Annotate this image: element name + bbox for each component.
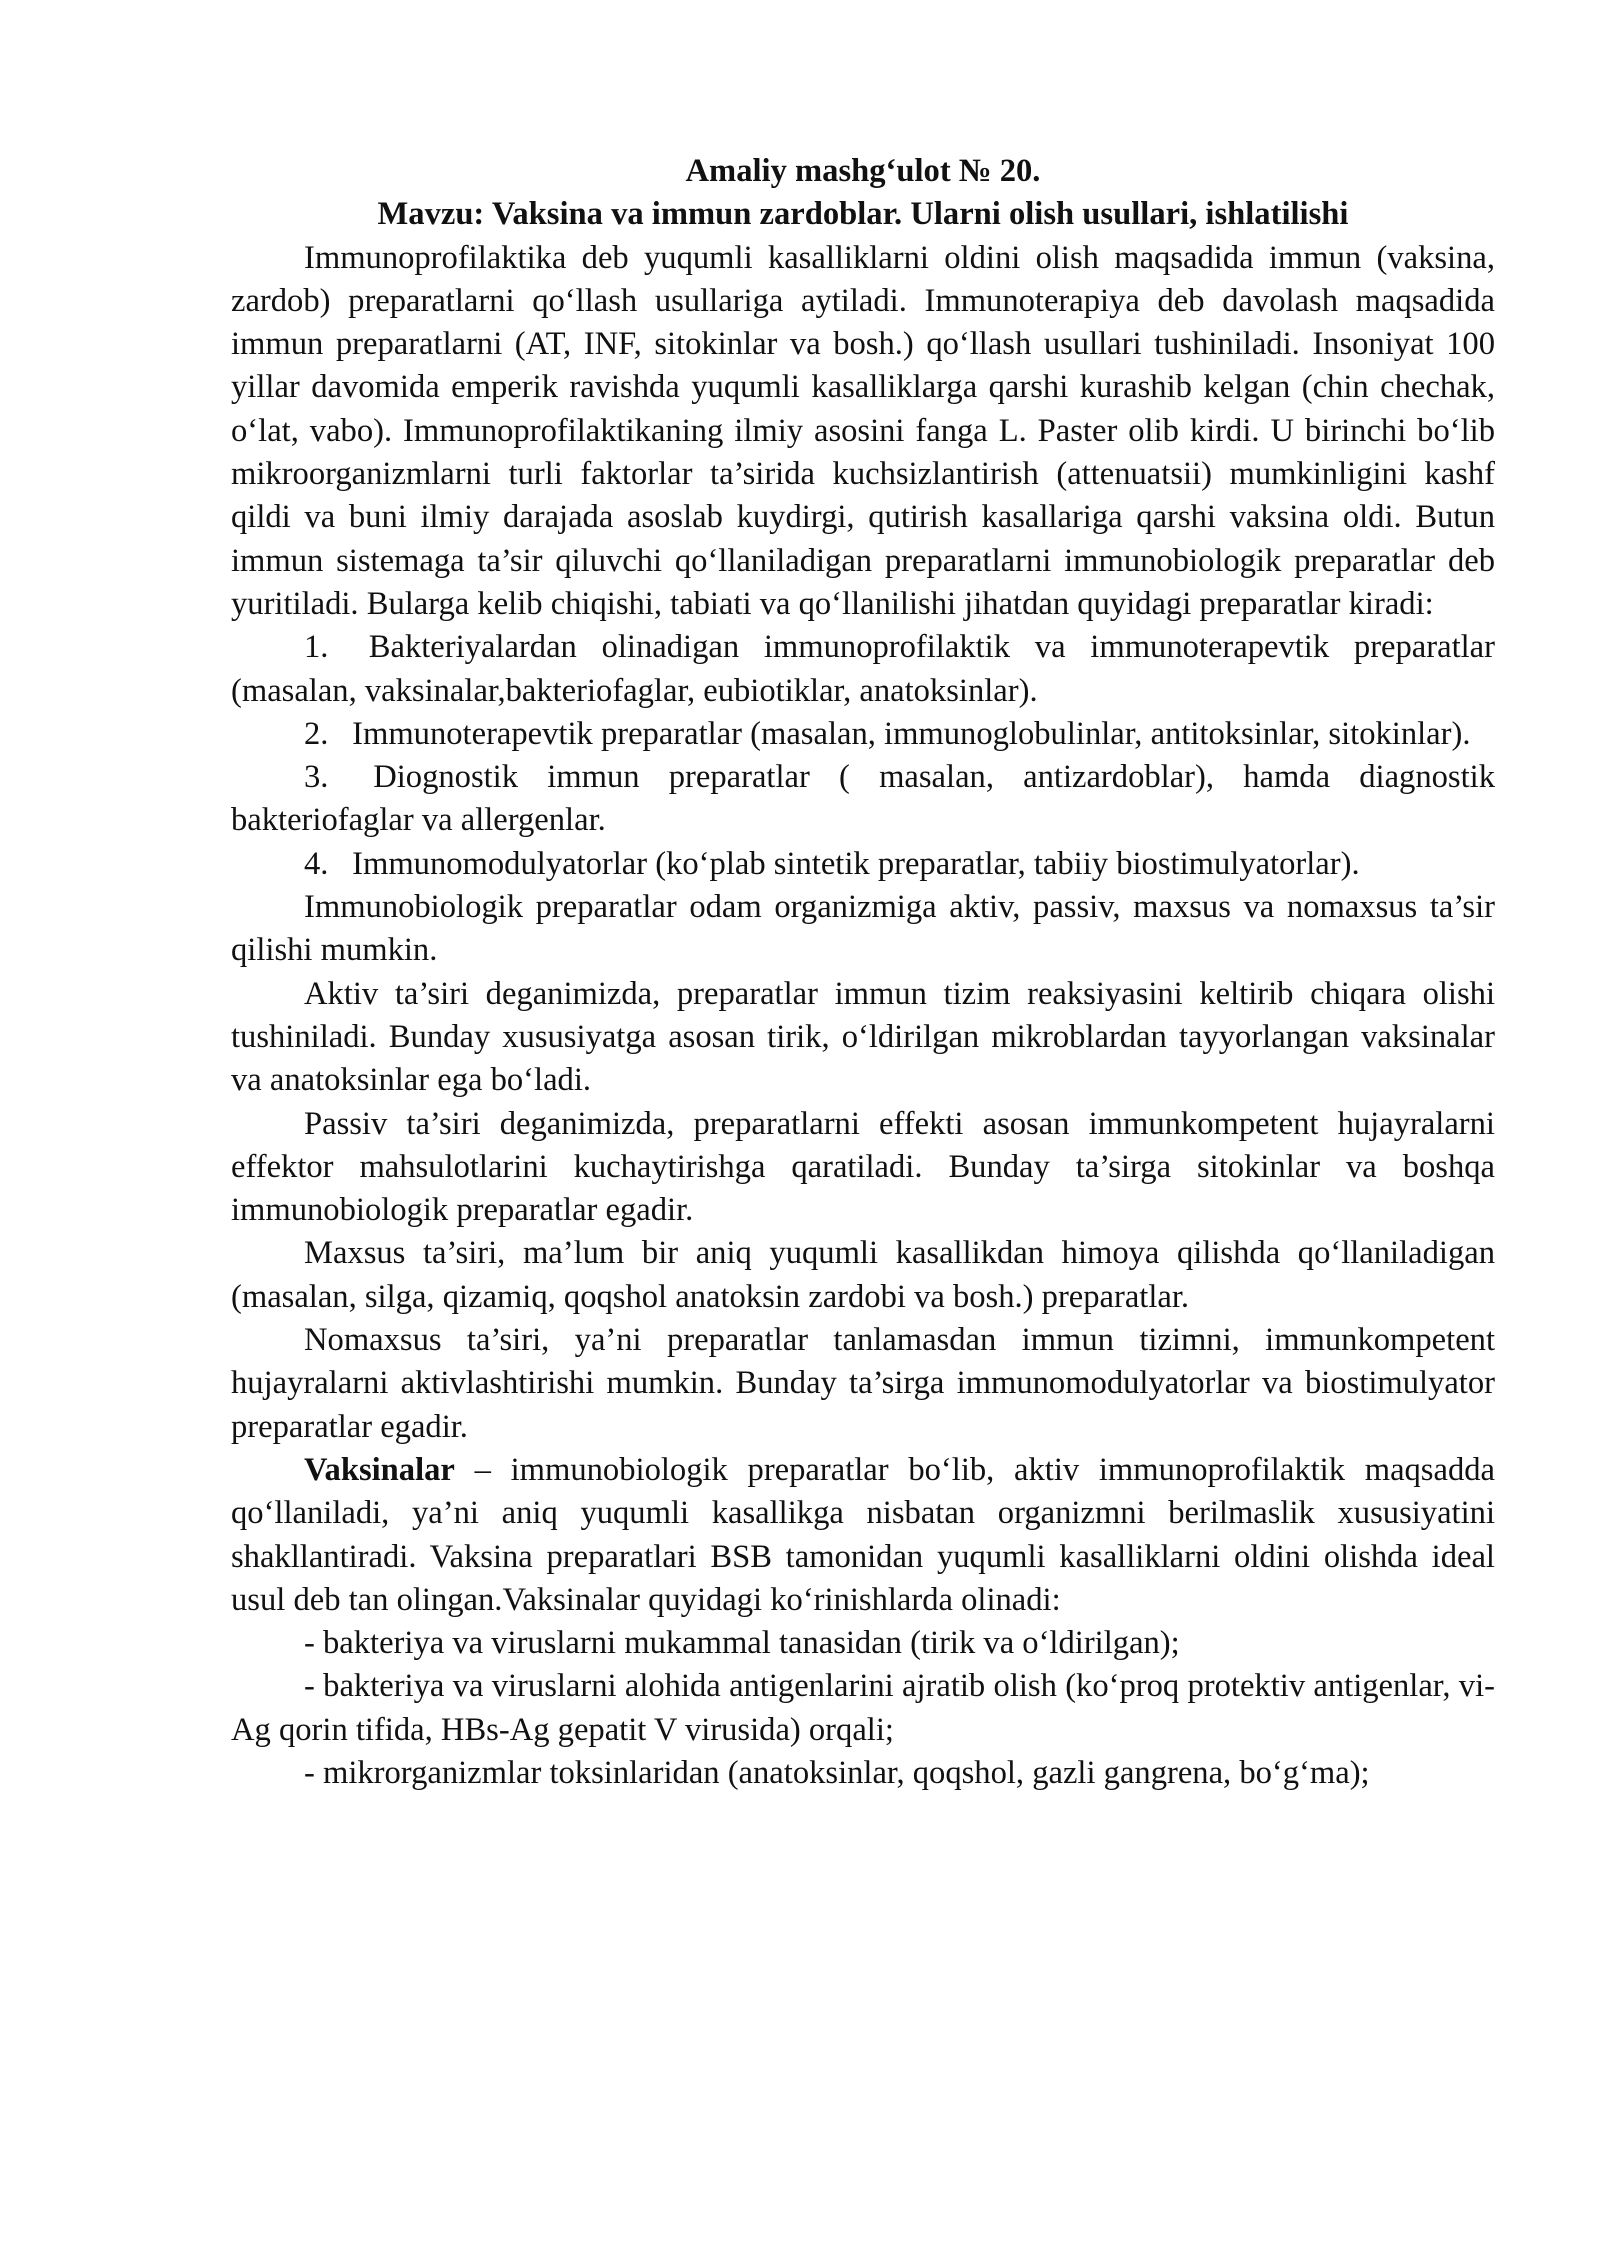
document-topic: Mavzu: Vaksina va immun zardoblar. Ularni olish usullari, ishlatilishi	[377, 196, 1349, 233]
vaccines-paragraph	[231, 1449, 1495, 1622]
list-item	[231, 626, 1495, 713]
vaccines-term: Vaksinalar	[304, 1451, 455, 1488]
nonspecific-effect-paragraph: Nomaxsus ta’siri, ya’ni preparatlar tanlamasdan immun tizimni, immunkompetent hujayralarni aktivlashtirishi mumkin. Bunday ta’sirga immunomodulyatorlar va biostimulyator preparatlar egadir.	[231, 1322, 1495, 1445]
dash-list-item: - bakteriya va viruslarni mukammal tanasidan (tirik va o‘ldirilgan);	[304, 1625, 1180, 1662]
document-title: Amaliy mashg‘ulot № 20.	[685, 153, 1041, 189]
list-item-number: 1.	[304, 629, 329, 666]
list-item	[231, 713, 1495, 756]
intro-paragraph: Immunoprofilaktika deb yuqumli kasalliklarni oldini olish maqsadida immun (vaksina, zardob) preparatlarni qo‘llash usullariga aytiladi. Immunoterapiya deb davolash maqsadida immun preparatlarni (AT, INF, sitokinlar va bosh.) qo‘llash usullari tushiniladi. Insoniyat 100 yillar davomida emperik ravishda yuqumli kasalliklarga qarshi kurashib kelgan (chin chechak, o‘lat, vabo). Immunoprofilaktikaning ilmiy asosini fanga L. Paster olib kirdi. U birinchi bo‘lib mikroorganizmlarni turli faktorlar ta’sirida kuchsizlantirish (attenuatsii) mumkinligini kashf qildi va buni ilmiy darajada asoslab kuydirgi, qutirish kasallariga qarshi vaksina oldi. Butun immun sistemaga ta’sir qiluvchi qo‘llaniladigan preparatlarni immunobiologik preparatlar deb yuritiladi. Bularga kelib chiqishi, tabiati va qo‘llanilishi jihatdan quyidagi preparatlar kiradi:	[231, 239, 1495, 622]
list-item	[231, 756, 1495, 843]
list-item-text: Bakteriyalardan olinadigan immunoprofilaktik va immunoterapevtik preparatlar (masalan, vaksinalar,bakteriofaglar, eubiotiklar, anatoksinlar).	[231, 629, 1495, 709]
specific-effect-paragraph: Maxsus ta’siri, ma’lum bir aniq yuqumli kasallikdan himoya qilishda qo‘llaniladigan (masalan, silga, qizamiq, qoqshol anatoksin zardobi va bosh.) preparatlar.	[231, 1235, 1495, 1315]
immunobiologic-paragraph: Immunobiologik preparatlar odam organizmiga aktiv, passiv, maxsus va nomaxsus ta’sir qilishi mumkin.	[231, 889, 1495, 969]
list-item-number: 2.	[304, 715, 329, 752]
list-item-text: Immunoterapevtik preparatlar (masalan, immunoglobulinlar, antitoksinlar, sitokinlar).	[352, 715, 1471, 752]
list-item	[231, 843, 1495, 886]
document-page	[231, 150, 1495, 1795]
dash-list-item: - bakteriya va viruslarni alohida antigenlarini ajratib olish (ko‘proq protektiv antigenlar, vi-Ag qorin tifida, HBs-Ag gepatit V virusida) orqali;	[231, 1668, 1495, 1748]
passive-effect-paragraph: Passiv ta’siri deganimizda, preparatlarni effekti asosan immunkompetent hujayralarni effektor mahsulotlarini kuchaytirishga qaratiladi. Bunday ta’sirga sitokinlar va boshqa immunobiologik preparatlar egadir.	[231, 1105, 1495, 1229]
list-item-text: Diognostik immun preparatlar ( masalan, antizardoblar), hamda diagnostik bakteriofaglar va allergenlar.	[231, 759, 1495, 839]
dash-list-item: - mikrorganizmlar toksinlaridan (anatoksinlar, qoqshol, gazli gangrena, bo‘g‘ma);	[304, 1754, 1370, 1791]
active-effect-paragraph: Aktiv ta’siri deganimizda, preparatlar immun tizim reaksiyasini keltirib chiqara olishi tushiniladi. Bunday xususiyatga asosan tirik, o‘ldirilgan mikroblardan tayyorlangan vaksinalar va anatoksinlar ega bo‘ladi.	[231, 975, 1495, 1099]
list-item-text: Immunomodulyatorlar (ko‘plab sintetik preparatlar, tabiiy biostimulyatorlar).	[352, 845, 1360, 882]
list-item-number: 4.	[304, 845, 329, 882]
vaccines-definition: – immunobiologik preparatlar bo‘lib, aktiv immunoprofilaktik maqsadda qo‘llaniladi, ya’ni aniq yuqumli kasallikga nisbatan organizmni berilmaslik xususiyatini shakllantiradi. Vaksina preparatlari BSB tamonidan yuqumli kasalliklarni oldini olishda ideal usul deb tan olingan.Vaksinalar quyidagi ko‘rinishlarda olinadi:	[231, 1451, 1495, 1618]
list-item-number: 3.	[304, 759, 329, 796]
